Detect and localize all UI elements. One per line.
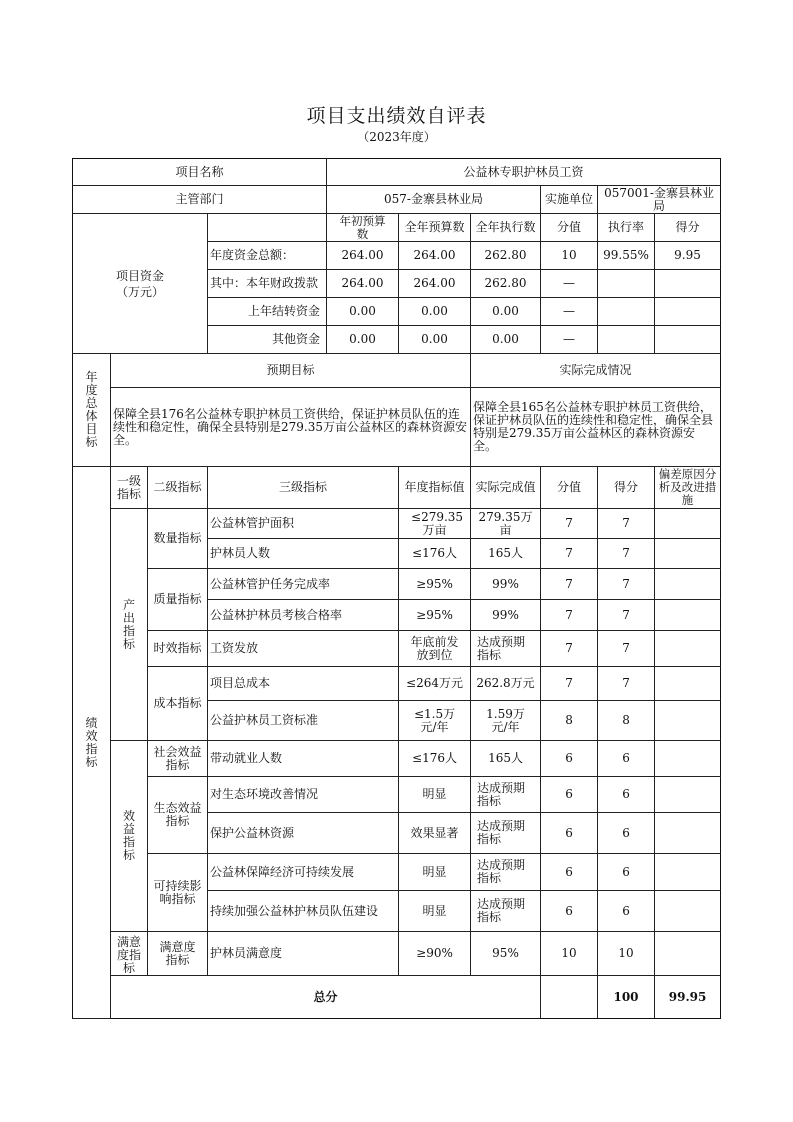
- dept-label: 主管部门: [73, 186, 327, 214]
- perf-row-note: [655, 854, 721, 891]
- funds-header-initial: 年初预算数: [327, 214, 399, 242]
- funds-cell: —: [541, 298, 598, 326]
- satisfaction-indicator-label: [111, 932, 148, 976]
- perf-row-score: 7: [541, 539, 598, 569]
- funds-row-name: 上年结转资金: [208, 298, 327, 326]
- funds-cell: 262.80: [471, 270, 541, 298]
- perf-row-score: 7: [541, 600, 598, 631]
- perf-header-actual: 实际完成值: [471, 467, 541, 509]
- perf-row-actual: 99%: [471, 600, 541, 631]
- perf-header-got: 得分: [598, 467, 655, 509]
- benefit-indicator-text: 效益指标: [122, 809, 135, 862]
- group-quality: 质量指标: [148, 569, 208, 631]
- perf-row-score: 7: [541, 631, 598, 667]
- output-indicator-label: [111, 509, 148, 741]
- funds-cell: [655, 326, 721, 354]
- funds-cell: [655, 298, 721, 326]
- perf-row-note: [655, 539, 721, 569]
- perf-row-target: ≤279.35万亩: [399, 509, 471, 539]
- perf-row-target: ≥95%: [399, 600, 471, 631]
- funds-cell: 264.00: [327, 242, 399, 270]
- perf-row-target: ≤1.5万元/年: [399, 701, 471, 741]
- project-name-label: 项目名称: [73, 159, 327, 186]
- perf-row-name: 护林员满意度: [208, 932, 399, 976]
- group-time: 时效指标: [148, 631, 208, 667]
- funds-cell: 0.00: [327, 298, 399, 326]
- project-name-row: [73, 159, 721, 186]
- perf-row-target: ≤176人: [399, 539, 471, 569]
- perf-row-got: 6: [598, 891, 655, 932]
- perf-row-actual: 达成预期指标: [471, 813, 541, 854]
- perf-header-target: 年度指标值: [399, 467, 471, 509]
- perf-row-target: 明显: [399, 891, 471, 932]
- perf-row-got: 6: [598, 777, 655, 813]
- perf-row-got: 7: [598, 539, 655, 569]
- perf-row-score: 6: [541, 813, 598, 854]
- perf-row-name: 带动就业人数: [208, 741, 399, 777]
- funds-cell: [598, 326, 655, 354]
- funds-header-annual: 全年预算数: [399, 214, 471, 242]
- funds-header-score: 分值: [541, 214, 598, 242]
- project-name-value: 公益林专职护林员工资: [327, 159, 721, 186]
- perf-row-name: 工资发放: [208, 631, 399, 667]
- perf-header-level3: 三级指标: [208, 467, 399, 509]
- perf-row-note: [655, 813, 721, 854]
- perf-row-actual: 1.59万元/年: [471, 701, 541, 741]
- perf-row-target: ≤264万元: [399, 667, 471, 701]
- perf-row-score: 6: [541, 854, 598, 891]
- funds-cell: 264.00: [327, 270, 399, 298]
- funds-header-rate: 执行率: [598, 214, 655, 242]
- total-got: 99.95: [655, 976, 721, 1019]
- perf-row-got: 7: [598, 667, 655, 701]
- perf-row-actual: 达成预期指标: [471, 854, 541, 891]
- perf-header-note: 偏差原因分析及改进措施: [655, 467, 721, 509]
- perf-row-got: 7: [598, 631, 655, 667]
- funds-row-name: 年度资金总额：: [208, 242, 327, 270]
- perf-row-target: 年底前发放到位: [399, 631, 471, 667]
- satisfaction-indicator-text: 满意度指标: [117, 935, 142, 975]
- perf-row: [73, 741, 721, 777]
- goals-content-row: [73, 388, 721, 467]
- funds-cell: [655, 270, 721, 298]
- perf-row: [73, 777, 721, 813]
- goals-expected-text: 保障全县176名公益林专职护林员工资供给，保证护林员队伍的连续性和稳定性，确保全县特别是279.35万亩公益林区的森林资源安全。: [111, 388, 471, 467]
- funds-row-name: 其他资金: [208, 326, 327, 354]
- funds-cell: 0.00: [471, 298, 541, 326]
- perf-row-actual: 达成预期指标: [471, 891, 541, 932]
- perf-row-got: 8: [598, 701, 655, 741]
- perf-row-got: 6: [598, 854, 655, 891]
- funds-cell: [598, 270, 655, 298]
- total-row: [73, 976, 721, 1019]
- perf-row-note: [655, 741, 721, 777]
- perf-row-note: [655, 891, 721, 932]
- perf-row-score: 7: [541, 667, 598, 701]
- total-label: 总分: [111, 976, 541, 1019]
- funds-cell: 0.00: [327, 326, 399, 354]
- impl-label: 实施单位: [541, 186, 598, 214]
- output-indicator-text: 产出指标: [122, 597, 135, 651]
- goals-expected-label: 预期目标: [111, 354, 471, 388]
- perf-row-name: 公益林管护任务完成率: [208, 569, 399, 600]
- perf-row-name: 持续加强公益林护林员队伍建设: [208, 891, 399, 932]
- funds-cell: —: [541, 326, 598, 354]
- perf-label-text: 绩效指标: [85, 715, 98, 769]
- perf-row-actual: 165人: [471, 539, 541, 569]
- perf-row-got: 6: [598, 813, 655, 854]
- perf-row-name: 公益林管护面积: [208, 509, 399, 539]
- dept-row: [73, 186, 721, 214]
- dept-value: 057-金寨县林业局: [327, 186, 541, 214]
- funds-cell: 10: [541, 242, 598, 270]
- evaluation-table: [72, 158, 721, 1019]
- perf-header-level1: 一级指标: [111, 467, 148, 509]
- funds-header-got: 得分: [655, 214, 721, 242]
- perf-row-note: [655, 509, 721, 539]
- perf-row-actual: 95%: [471, 932, 541, 976]
- perf-row-got: 6: [598, 741, 655, 777]
- perf-row: [73, 631, 721, 667]
- group-social: 社会效益指标: [148, 741, 208, 777]
- perf-row-score: 7: [541, 569, 598, 600]
- perf-row-target: ≤176人: [399, 741, 471, 777]
- perf-row-target: 明显: [399, 777, 471, 813]
- funds-cell: 0.00: [399, 326, 471, 354]
- perf-row: [73, 667, 721, 701]
- group-cost: 成本指标: [148, 667, 208, 741]
- page-title: 项目支出绩效自评表: [306, 105, 487, 127]
- goals-actual-text: 保障全县165名公益林专职护林员工资供给，保证护林员队伍的连续性和稳定性，确保全县特别是279.35万亩公益林区的森林资源安全。: [471, 388, 721, 467]
- perf-row-note: [655, 631, 721, 667]
- perf-row-got: 10: [598, 932, 655, 976]
- perf-row-score: 10: [541, 932, 598, 976]
- funds-header-row: [73, 214, 721, 242]
- perf-row-got: 7: [598, 509, 655, 539]
- funds-cell: 99.55%: [598, 242, 655, 270]
- perf-row-name: 护林员人数: [208, 539, 399, 569]
- funds-cell: [598, 298, 655, 326]
- perf-row-actual: 达成预期指标: [471, 777, 541, 813]
- perf-header-row: [73, 467, 721, 509]
- perf-row-note: [655, 777, 721, 813]
- total-score: 100: [598, 976, 655, 1019]
- total-blank: [541, 976, 598, 1019]
- perf-label: [73, 467, 111, 1019]
- goals-label-text: 年度总体目标: [85, 370, 98, 449]
- perf-row-name: 公益林保障经济可持续发展: [208, 854, 399, 891]
- benefit-indicator-label: [111, 741, 148, 932]
- perf-row-target: 效果显著: [399, 813, 471, 854]
- page-subtitle-year: （2023年度）: [357, 130, 436, 144]
- perf-row-actual: 165人: [471, 741, 541, 777]
- funds-cell: 0.00: [471, 326, 541, 354]
- perf-row-actual: 达成预期指标: [471, 631, 541, 667]
- funds-cell: 0.00: [399, 298, 471, 326]
- group-satisfy: 满意度指标: [148, 932, 208, 976]
- perf-row-actual: 99%: [471, 569, 541, 600]
- goals-actual-label: 实际完成情况: [471, 354, 721, 388]
- perf-header-level2: 二级指标: [148, 467, 208, 509]
- funds-cell: 262.80: [471, 242, 541, 270]
- funds-cell: —: [541, 270, 598, 298]
- group-quantity: 数量指标: [148, 509, 208, 569]
- perf-row-actual: 279.35万亩: [471, 509, 541, 539]
- funds-header-blank: [208, 214, 327, 242]
- funds-cell: 264.00: [399, 270, 471, 298]
- perf-row-got: 7: [598, 569, 655, 600]
- perf-row-name: 保护公益林资源: [208, 813, 399, 854]
- perf-row-note: [655, 667, 721, 701]
- perf-row: [73, 854, 721, 891]
- funds-row-name: 其中：本年财政拨款: [208, 270, 327, 298]
- funds-cell: 9.95: [655, 242, 721, 270]
- perf-row-name: 对生态环境改善情况: [208, 777, 399, 813]
- goals-header-row: [73, 354, 721, 388]
- perf-header-score: 分值: [541, 467, 598, 509]
- perf-row-note: [655, 569, 721, 600]
- perf-row-name: 公益林护林员考核合格率: [208, 600, 399, 631]
- perf-row-note: [655, 701, 721, 741]
- perf-row-score: 7: [541, 509, 598, 539]
- funds-label: 项目资金 （万元）: [73, 214, 208, 354]
- impl-value: 057001-金寨县林业局: [598, 186, 721, 214]
- funds-header-exec: 全年执行数: [471, 214, 541, 242]
- group-eco: 生态效益指标: [148, 777, 208, 854]
- perf-row-score: 6: [541, 777, 598, 813]
- perf-row-score: 6: [541, 741, 598, 777]
- perf-row-target: ≥90%: [399, 932, 471, 976]
- perf-row-got: 7: [598, 600, 655, 631]
- perf-row-name: 公益护林员工资标准: [208, 701, 399, 741]
- funds-cell: 264.00: [399, 242, 471, 270]
- perf-row-note: [655, 600, 721, 631]
- perf-row-score: 8: [541, 701, 598, 741]
- perf-row-target: 明显: [399, 854, 471, 891]
- group-sustain: 可持续影响指标: [148, 854, 208, 932]
- perf-row-note: [655, 932, 721, 976]
- perf-row-score: 6: [541, 891, 598, 932]
- perf-row: [73, 932, 721, 976]
- perf-row-target: ≥95%: [399, 569, 471, 600]
- perf-row: [73, 509, 721, 539]
- goals-label: [73, 354, 111, 467]
- perf-row-name: 项目总成本: [208, 667, 399, 701]
- perf-row: [73, 569, 721, 600]
- perf-row-actual: 262.8万元: [471, 667, 541, 701]
